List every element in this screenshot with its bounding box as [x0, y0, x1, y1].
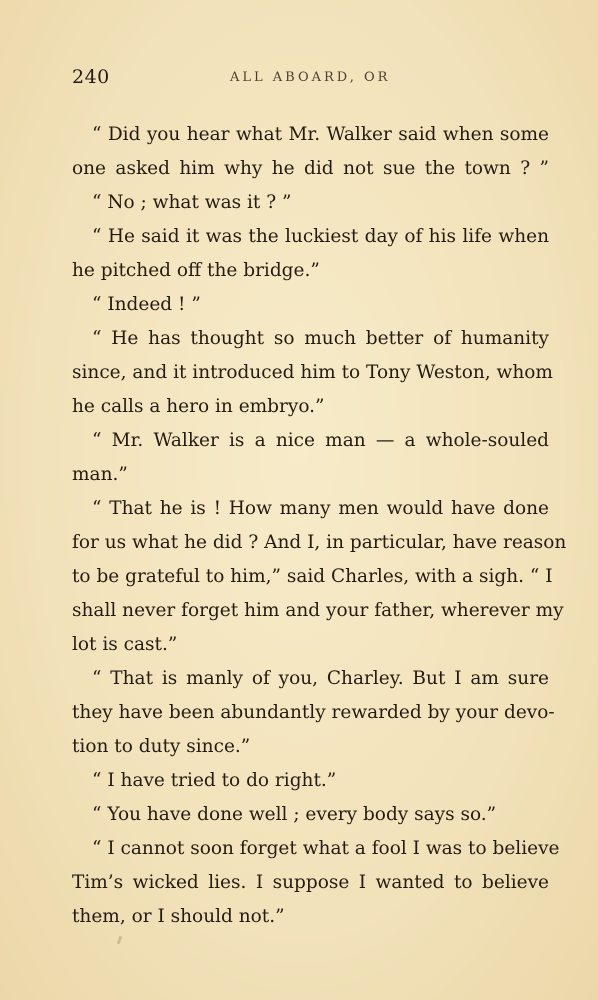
paper-speck	[117, 936, 123, 945]
text-line: they have been abundantly rewarded by your devo-	[72, 702, 555, 723]
text-line: Tim’s wicked lies. I suppose I wanted to believe	[72, 872, 549, 893]
text-line: man.”	[72, 464, 128, 485]
text-line: since, and it introduced him to Tony Weston, whom	[72, 362, 553, 383]
text-line: tion to duty since.”	[72, 736, 251, 757]
running-head: ALL ABOARD, OR	[230, 70, 391, 85]
page-number: 240	[72, 66, 110, 88]
text-line: to be grateful to him,” said Charles, with a sigh. “ I	[72, 566, 553, 587]
text-line: “ I have tried to do right.”	[92, 770, 337, 791]
text-line: one asked him why he did not sue the town ? ”	[72, 158, 549, 179]
text-line: “ No ; what was it ? ”	[92, 192, 292, 213]
text-line: shall never forget him and your father, wherever my	[72, 600, 564, 621]
body-text	[72, 118, 567, 934]
text-line: “ You have done well ; every body says so.”	[92, 804, 497, 825]
text-line: “ Indeed ! ”	[92, 294, 201, 315]
page-header	[72, 66, 542, 96]
text-line: lot is cast.”	[72, 634, 178, 655]
text-line: “ He has thought so much better of humanity	[92, 328, 549, 349]
text-line: he pitched off the bridge.”	[72, 260, 320, 281]
text-line: “ That he is ! How many men would have done	[92, 498, 549, 519]
text-line: “ Mr. Walker is a nice man — a whole-souled	[92, 430, 549, 451]
text-line: he calls a hero in embryo.”	[72, 396, 325, 417]
text-line: them, or I should not.”	[72, 906, 285, 927]
text-line: “ I cannot soon forget what a fool I was to believe	[92, 838, 560, 859]
text-line: “ Did you hear what Mr. Walker said when some	[92, 124, 549, 145]
text-line: “ That is manly of you, Charley. But I am sure	[92, 668, 549, 689]
text-line: for us what he did ? And I, in particular, have reason	[72, 532, 567, 553]
text-line: “ He said it was the luckiest day of his life when	[92, 226, 549, 247]
